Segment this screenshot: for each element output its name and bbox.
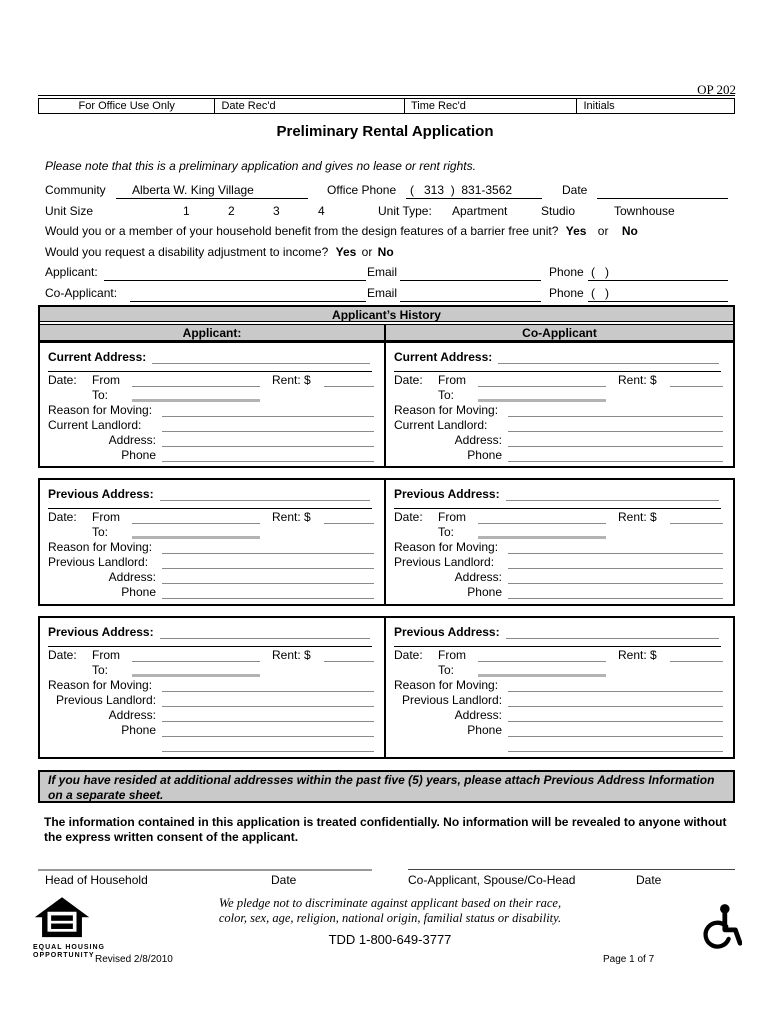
address-label: Address:: [108, 570, 156, 584]
landlord-line[interactable]: [508, 694, 723, 707]
address-line-2[interactable]: [48, 364, 372, 372]
signature-line-left[interactable]: [38, 869, 372, 871]
applicant-name-field[interactable]: [104, 265, 366, 281]
equal-housing-house-icon: [33, 897, 91, 941]
applicant-email-label: Email: [367, 265, 398, 279]
reason-label: Reason for Moving:: [394, 678, 499, 692]
revised-date: Revised 2/8/2010: [95, 954, 173, 965]
address-label: Address:: [454, 708, 502, 722]
co-applicant-email-field[interactable]: [400, 286, 541, 302]
from-label: From: [92, 373, 120, 387]
reason-label: Reason for Moving:: [48, 678, 153, 692]
time-recd-header: Time Rec'd: [405, 99, 578, 113]
address-line-1[interactable]: [506, 626, 719, 639]
date-label: Date:: [394, 510, 423, 524]
landlord-line[interactable]: [508, 419, 723, 432]
initials-header: Initials: [583, 100, 615, 112]
address-line-1[interactable]: [152, 351, 370, 364]
to-date-line[interactable]: [478, 525, 606, 539]
current-address-co-applicant-cell: [386, 343, 733, 466]
block-title: Previous Address:: [394, 625, 500, 639]
block-title: Current Address:: [48, 350, 147, 364]
landlord-label: Previous Landlord:: [56, 693, 157, 707]
to-label: To:: [92, 388, 109, 402]
to-label: To:: [438, 663, 455, 677]
signature-date-left-label: Date: [271, 873, 297, 887]
to-label: To:: [92, 663, 109, 677]
landlord-address-line[interactable]: [508, 571, 723, 584]
address-label: Address:: [108, 708, 156, 722]
unit-type-studio[interactable]: Studio: [541, 204, 576, 218]
phone-label: Phone: [467, 448, 502, 462]
barrier-free-question-text: Would you or a member of your household benefit from the design features of a barrier free unit?: [45, 224, 559, 238]
co-applicant-label: Co-Applicant:: [45, 286, 118, 300]
signature-date-right-label: Date: [636, 873, 662, 887]
applicants-history-header: Applicant’s History: [40, 307, 733, 322]
rent-label: Rent: $: [618, 510, 657, 524]
address-line-1[interactable]: [506, 488, 719, 501]
address-label: Address:: [108, 433, 156, 447]
disability-yes-option[interactable]: Yes: [335, 245, 357, 259]
applicant-email-field[interactable]: [400, 265, 541, 281]
office-phone-label: Office Phone: [327, 183, 397, 197]
address-line-2[interactable]: [48, 501, 372, 509]
reason-line[interactable]: [508, 679, 723, 692]
history-col-co-applicant: Co-Applicant: [522, 326, 597, 340]
disability-or-text: or: [361, 245, 373, 259]
to-date-line[interactable]: [478, 663, 606, 677]
rent-label: Rent: $: [272, 510, 311, 524]
additional-addresses-notice: If you have resided at additional addresses within the past five (5) years, please attach Previous Address Information on a separate sheet.: [38, 770, 735, 803]
reason-label: Reason for Moving:: [48, 540, 153, 554]
unit-size-2[interactable]: 2: [228, 204, 235, 218]
landlord-line[interactable]: [162, 419, 374, 432]
unit-type-townhouse[interactable]: Townhouse: [614, 204, 675, 218]
landlord-address-line[interactable]: [162, 571, 374, 584]
from-date-line[interactable]: [478, 374, 606, 387]
from-date-line[interactable]: [478, 649, 606, 662]
extra-line[interactable]: [508, 739, 723, 752]
to-label: To:: [92, 525, 109, 539]
unit-size-3[interactable]: 3: [273, 204, 280, 218]
reason-label: Reason for Moving:: [48, 403, 153, 417]
rent-line[interactable]: [670, 374, 723, 387]
address-line-2[interactable]: [48, 639, 372, 647]
preliminary-note: Please note that this is a preliminary application and gives no lease or rent rights.: [45, 159, 476, 173]
landlord-address-line[interactable]: [508, 709, 723, 722]
confidentiality-statement: The information contained in this application is treated confidentially. No information will be revealed to anyone without the express written consent of the applicant.: [44, 815, 727, 844]
date-recd-header: Date Rec'd: [215, 99, 404, 113]
address-line-2[interactable]: [394, 364, 721, 372]
landlord-address-line[interactable]: [508, 434, 723, 447]
address-label: Address:: [454, 433, 502, 447]
to-date-line[interactable]: [132, 525, 260, 539]
unit-type-label: Unit Type:: [378, 204, 432, 218]
landlord-line[interactable]: [508, 556, 723, 569]
office-phone-field[interactable]: ( 313 ) 831-3562: [406, 183, 542, 199]
rent-line[interactable]: [670, 649, 723, 662]
community-label: Community: [45, 183, 106, 197]
from-date-line[interactable]: [478, 511, 606, 524]
date-label: Date:: [394, 373, 423, 387]
address-line-1[interactable]: [498, 351, 719, 364]
block-title: Previous Address:: [48, 625, 154, 639]
history-col-applicant: Applicant:: [40, 325, 386, 340]
previous-address-2-co-applicant-cell: [386, 618, 733, 757]
address-line-1[interactable]: [160, 626, 370, 639]
landlord-phone-line[interactable]: [508, 586, 723, 599]
office-use-table: [38, 98, 735, 114]
date-label: Date:: [394, 648, 423, 662]
reason-line[interactable]: [162, 679, 374, 692]
unit-size-label: Unit Size: [45, 204, 94, 218]
barrier-no-option[interactable]: No: [621, 224, 638, 238]
address-line-2[interactable]: [394, 639, 721, 647]
landlord-phone-line[interactable]: [162, 449, 374, 462]
phone-label: Phone: [467, 585, 502, 599]
to-date-line[interactable]: [132, 388, 260, 402]
community-field[interactable]: Alberta W. King Village: [116, 183, 308, 199]
date-label: Date:: [48, 510, 77, 524]
address-label: Address:: [454, 570, 502, 584]
extra-line[interactable]: [162, 739, 374, 752]
co-applicant-name-field[interactable]: [130, 286, 366, 302]
co-applicant-phone-label: Phone: [549, 286, 584, 300]
previous-address-1-co-applicant-cell: [386, 480, 733, 604]
landlord-address-line[interactable]: [162, 434, 374, 447]
date-label: Date:: [48, 373, 77, 387]
applicant-phone-field[interactable]: ( ): [588, 265, 728, 281]
landlord-address-line[interactable]: [162, 709, 374, 722]
signature-line-right[interactable]: [408, 869, 735, 870]
landlord-phone-line[interactable]: [162, 586, 374, 599]
applicants-history-table: [38, 305, 735, 342]
reason-line[interactable]: [162, 404, 374, 417]
pledge-line-2: color, sex, age, religion, national origin, familial status or disability.: [218, 911, 562, 925]
page-title: Preliminary Rental Application: [276, 123, 494, 140]
from-date-line[interactable]: [132, 649, 260, 662]
previous-address-block-2: [38, 616, 735, 759]
rent-label: Rent: $: [272, 648, 311, 662]
phone-label: Phone: [121, 448, 156, 462]
current-address-block: [38, 341, 735, 468]
reason-line[interactable]: [508, 541, 723, 554]
office-use-only-header: For Office Use Only: [39, 99, 215, 113]
date-label: Date:: [48, 648, 77, 662]
top-rule: [38, 95, 735, 96]
rent-line[interactable]: [670, 511, 723, 524]
to-label: To:: [438, 525, 455, 539]
wheelchair-accessibility-icon: [700, 903, 742, 951]
applicant-phone-label: Phone: [549, 265, 584, 279]
head-of-household-label: Head of Household: [45, 873, 148, 887]
previous-address-block-1: [38, 478, 735, 606]
current-address-applicant-cell: [40, 343, 386, 466]
landlord-label: Previous Landlord:: [48, 555, 149, 569]
date-label: Date: [562, 183, 588, 197]
landlord-phone-line[interactable]: [162, 724, 374, 737]
unit-type-apartment[interactable]: Apartment: [452, 204, 508, 218]
disability-question: [45, 245, 394, 259]
landlord-label: Current Landlord:: [48, 418, 142, 432]
from-label: From: [438, 510, 466, 524]
barrier-yes-option[interactable]: Yes: [565, 224, 587, 238]
tdd-phone: TDD 1-800-649-3777: [328, 932, 452, 947]
landlord-label: Previous Landlord:: [402, 693, 503, 707]
rent-line[interactable]: [324, 649, 374, 662]
reason-label: Reason for Moving:: [394, 403, 499, 417]
landlord-label: Current Landlord:: [394, 418, 488, 432]
from-date-line[interactable]: [132, 374, 260, 387]
previous-address-1-applicant-cell: [40, 480, 386, 604]
rent-label: Rent: $: [272, 373, 311, 387]
rent-line[interactable]: [324, 511, 374, 524]
block-title: Previous Address:: [394, 487, 500, 501]
barrier-free-question: [45, 224, 638, 238]
non-discrimination-pledge: [185, 896, 595, 926]
phone-label: Phone: [121, 585, 156, 599]
form-code: OP 202: [697, 82, 736, 97]
disability-question-text: Would you request a disability adjustment to income?: [45, 245, 329, 259]
pledge-line-1: We pledge not to discriminate against applicant based on their race,: [218, 896, 562, 910]
co-applicant-phone-field[interactable]: ( ): [588, 286, 728, 302]
equal-housing-text-1: EQUAL HOUSING: [33, 944, 105, 951]
page-number: Page 1 of 7: [603, 954, 655, 965]
previous-address-2-applicant-cell: [40, 618, 386, 757]
from-label: From: [438, 373, 466, 387]
reason-label: Reason for Moving:: [394, 540, 499, 554]
to-date-line[interactable]: [132, 663, 260, 677]
block-title: Previous Address:: [48, 487, 154, 501]
rent-label: Rent: $: [618, 648, 657, 662]
to-date-line[interactable]: [478, 388, 606, 402]
from-date-line[interactable]: [132, 511, 260, 524]
equal-housing-text-2: OPPORTUNITY: [33, 952, 95, 959]
co-applicant-email-label: Email: [367, 286, 398, 300]
landlord-phone-line[interactable]: [508, 724, 723, 737]
applicant-label: Applicant:: [45, 265, 98, 279]
landlord-label: Previous Landlord:: [394, 555, 495, 569]
rent-line[interactable]: [324, 374, 374, 387]
from-label: From: [438, 648, 466, 662]
block-title: Current Address:: [394, 350, 493, 364]
from-label: From: [92, 510, 120, 524]
landlord-line[interactable]: [162, 556, 374, 569]
from-label: From: [92, 648, 120, 662]
reason-line[interactable]: [162, 541, 374, 554]
disability-no-option[interactable]: No: [377, 245, 394, 259]
co-applicant-signature-label: Co-Applicant, Spouse/Co-Head: [408, 873, 576, 887]
rent-label: Rent: $: [618, 373, 657, 387]
reason-line[interactable]: [508, 404, 723, 417]
equal-housing-logo: [33, 897, 161, 960]
address-line-1[interactable]: [160, 488, 370, 501]
to-label: To:: [438, 388, 455, 402]
address-line-2[interactable]: [394, 501, 721, 509]
date-field[interactable]: [597, 183, 728, 199]
landlord-phone-line[interactable]: [508, 449, 723, 462]
unit-size-1[interactable]: 1: [183, 204, 190, 218]
phone-label: Phone: [467, 723, 502, 737]
phone-label: Phone: [121, 723, 156, 737]
unit-size-4[interactable]: 4: [318, 204, 325, 218]
landlord-line[interactable]: [162, 694, 374, 707]
barrier-or-text: or: [597, 224, 609, 238]
